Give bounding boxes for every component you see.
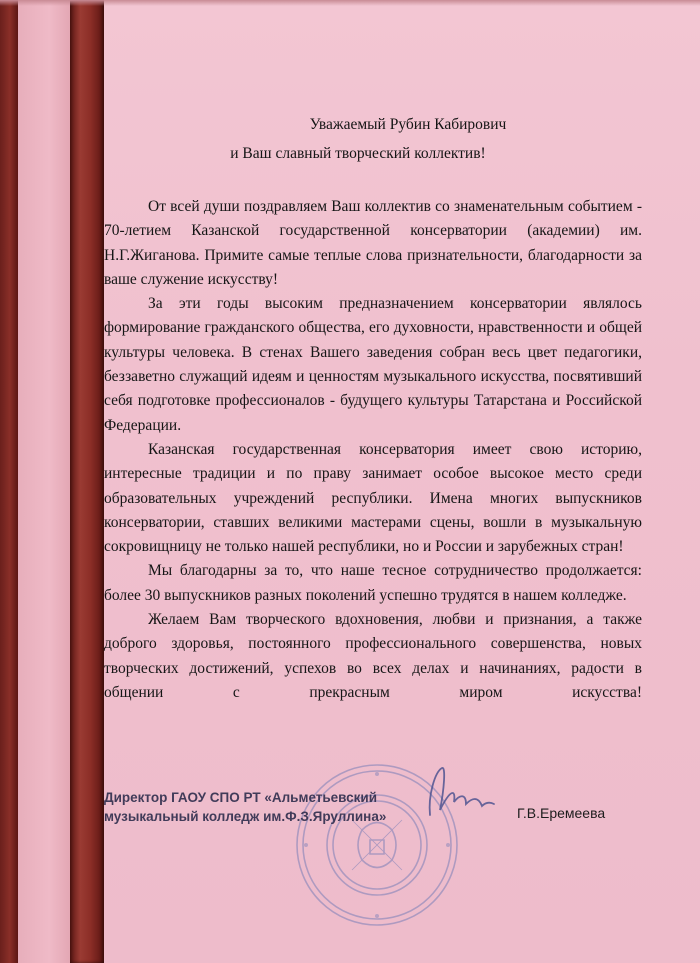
salutation-line-1: Уважаемый Рубин Кабирович: [309, 116, 507, 133]
signatory-position: [104, 788, 404, 826]
paragraph-history: Казанская государственная консерватория имеет свою историю, интересные традиции и по праву занимает особое высокое место среди образовательных учреждений республики. Имена многих выпускников консерватории, ставших великими мастерами сцены, вошли в музыкальную сокровищницу не только нашей республики, но и России и зарубежных стран!: [104, 440, 642, 556]
letter-body: [104, 195, 642, 705]
paragraph-mission: За эти годы высоким предназначением консерватории являлось формирование гражданского общества, его духовности, нравственности и общей культуры человека. В стенах Вашего заведения собран весь цвет педагогики, беззаветно служащий идеям и ценностям музыкального искусства, посвятивший себя подготовке профессионалов - будущего культуры Татарстана и Российской Федерации.: [104, 295, 642, 434]
paragraph-congratulation: От всей души поздравляем Ваш коллектив со знаменательным событием - 70-летием Казанской государственной консерватории (академии) им. Н.Г.Жиганова. Примите самые теплые слова признательности, благодарности за ваше служение искусству!: [104, 198, 642, 288]
salutation-line-2: и Ваш славный творческий коллектив!: [230, 145, 486, 162]
paragraph-wishes: Желаем Вам творческого вдохновения, любви и признания, а также доброго здоровья, постоянного профессионального совершенства, новых творческих достижений, успехов во всех делах и начинаниях, радости в общении с прекрасным миром искусства!: [104, 611, 642, 701]
folder-leather-edge: [0, 0, 18, 963]
signatory-position-line-2: музыкальный колледж им.Ф.З.Яруллина»: [104, 809, 387, 824]
paragraph-cooperation: Мы благодарны за то, что наше тесное сотрудничество продолжается: более 30 выпускников разных поколений успешно трудятся в нашем колледже.: [104, 562, 642, 604]
signatory-name: Г.В.Еремеева: [517, 805, 606, 821]
signatory-position-line-1: Директор ГАОУ СПО РТ «Альметьевский: [104, 790, 378, 805]
page-top-edge: [0, 0, 700, 6]
handwritten-signature: [410, 760, 500, 830]
